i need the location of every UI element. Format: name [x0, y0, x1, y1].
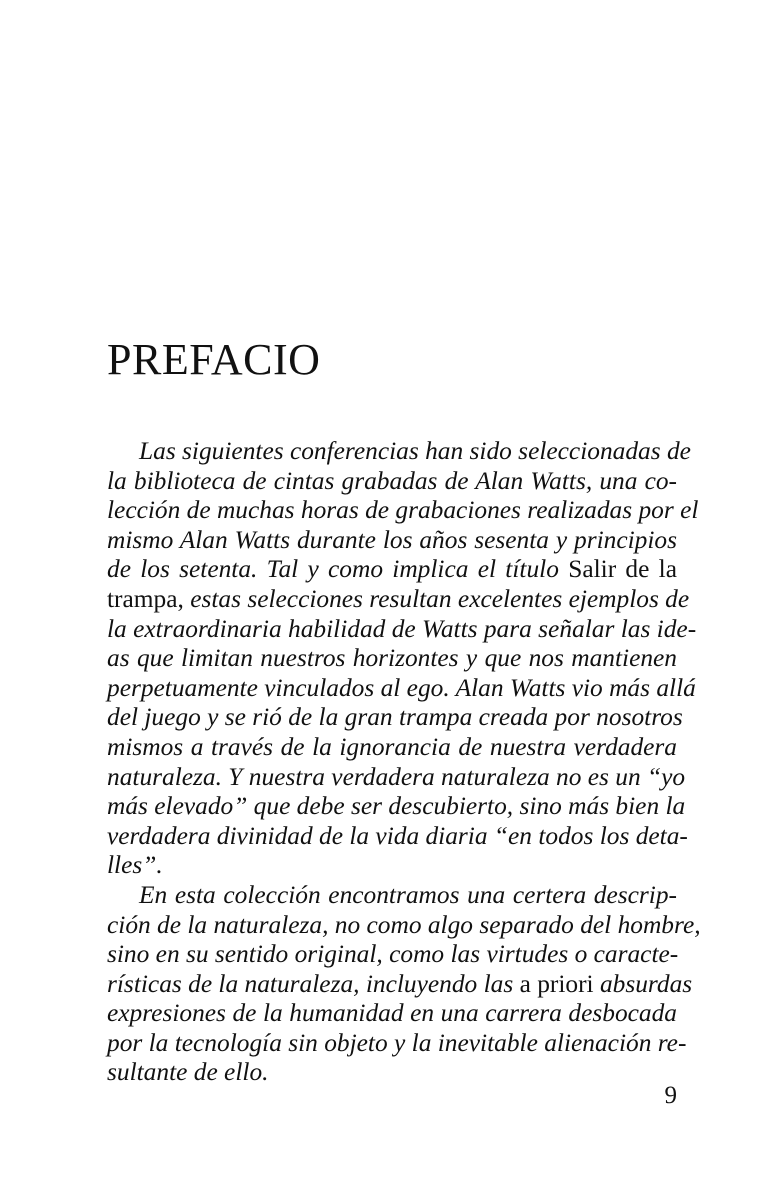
text-line: lección de muchas horas de grabaciones realizadas por el [107, 496, 699, 525]
latin-phrase: a priori [519, 969, 594, 998]
preface-body [107, 437, 701, 1088]
text-line: as que limitan nuestros horizontes y que nos mantienen [107, 644, 677, 673]
text-fragment: absurdas [599, 969, 693, 998]
text-fragment: rísticas de la naturaleza, incluyendo las [107, 969, 514, 998]
text-line: En esta colección encontramos una certera descrip- [139, 880, 677, 909]
text-line: expresiones de la humanidad en una carrera desbocada [107, 999, 677, 1028]
text-line: por la tecnología sin objeto y la inevitable alienación re- [107, 1028, 687, 1057]
text-line: mismo Alan Watts durante los años sesenta y principios [107, 525, 677, 554]
book-title-fragment: Salir de la [568, 555, 677, 584]
text-fragment: estas selecciones resultan excelentes ejemplos de [190, 584, 690, 613]
chapter-title: PREFACIO [107, 335, 321, 384]
text-line [107, 555, 677, 585]
text-line: ción de la naturaleza, no como algo separado del hombre, [107, 910, 701, 939]
text-line: del juego y se rió de la gran trampa creada por nosotros [107, 703, 683, 732]
page-number: 9 [664, 1082, 677, 1109]
text-line: mismos a través de la ignorancia de nuestra verdadera [107, 732, 677, 761]
paragraph-2 [107, 880, 701, 1088]
text-line: verdadera divinidad de la vida diaria “en todos los deta- [107, 821, 688, 850]
text-line: más elevado” que debe ser descubierto, sino más bien la [107, 792, 686, 821]
text-line: perpetuamente vinculados al ego. Alan Watts vio más allá [107, 673, 696, 702]
text-line: la biblioteca de cintas grabadas de Alan Watts, una co- [107, 466, 677, 495]
text-line: sino en su sentido original, como las virtudes o caracte- [107, 940, 679, 969]
text-line: naturaleza. Y nuestra verdadera naturaleza no es un “yo [107, 762, 686, 791]
text-line: lles”. [107, 851, 163, 880]
text-line: sultante de ello. [107, 1058, 269, 1087]
book-title-fragment: trampa, [107, 584, 184, 613]
text-line: Las siguientes conferencias han sido seleccionadas de [139, 437, 691, 465]
text-fragment: de los setenta. Tal y como implica el título [107, 555, 559, 584]
paragraph-1 [107, 437, 699, 881]
text-line: la extraordinaria habilidad de Watts para señalar las ide- [107, 614, 697, 643]
text-line [107, 969, 693, 1000]
text-line [107, 584, 690, 615]
